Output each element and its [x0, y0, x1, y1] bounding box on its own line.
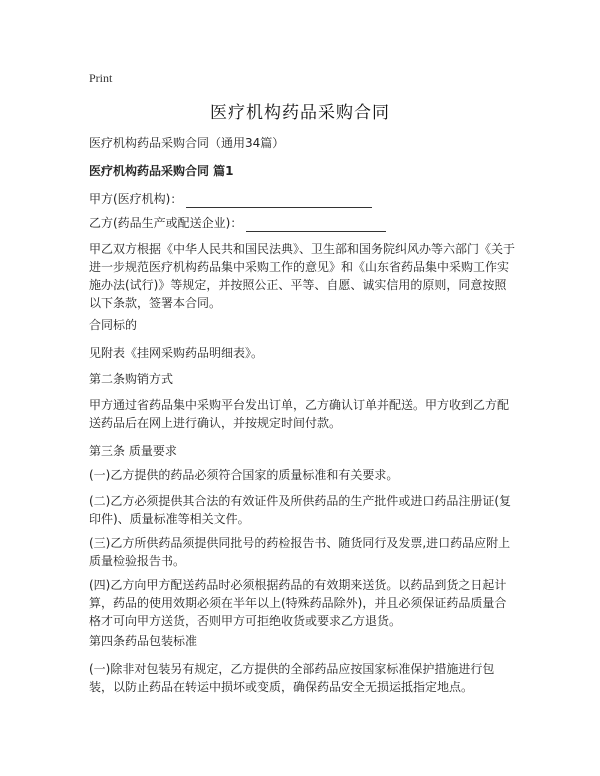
contract-subject-heading: 合同标的: [89, 318, 138, 332]
article2-heading: 第二条购销方式: [89, 372, 174, 386]
page-title: 医疗机构药品采购合同: [210, 103, 390, 123]
print-label: Print: [89, 71, 113, 85]
party-a-label: 甲方(医疗机构)：: [89, 192, 183, 206]
party-b-blank-line: [246, 217, 386, 232]
contract-subject-text: 见附表《挂网采购药品明细表》。: [89, 346, 264, 360]
party-b-field: [89, 214, 517, 232]
article3-item2: (二)乙方必须提供其合法的有效证件及所供药品的生产批件或进口药品注册证(复印件)、质量标准等相关文件。: [89, 494, 512, 526]
article3-item1: (一)乙方提供的药品必须符合国家的质量标准和有关要求。: [89, 468, 399, 482]
section-heading: 医疗机构药品采购合同 篇1: [89, 164, 234, 178]
article3-heading: 第三条 质量要求: [89, 444, 177, 458]
document-subtitle: 医疗机构药品采购合同（通用34篇）: [89, 136, 285, 150]
article4-heading: 第四条药品包装标准: [89, 634, 198, 648]
party-a-field: [89, 190, 517, 208]
intro-paragraph: 甲乙双方根据《中华人民共和国民法典》、卫生部和国务院纠风办等六部门《关于进一步规范医疗机构药品集中采购工作的意见》和《山东省药品集中采购工作实施办法(试行)》等规定，并按照公正、平等、自愿、诚实信用的原则，同意按照以下条款，签署本合同。: [89, 242, 516, 310]
party-b-label: 乙方(药品生产或配送企业)：: [89, 216, 243, 230]
article3-item4: (四)乙方向甲方配送药品时必须根据药品的有效期来送货。以药品到货之日起计算，药品的使用效期必须在半年以上(特殊药品除外)，并且必须保证药品质量合格才可向甲方送货，否则甲方可拒绝收货或要求乙方退货。: [89, 578, 507, 628]
party-a-blank-line: [186, 193, 372, 208]
article3-item3: (三)乙方所供药品须提供同批号的药检报告书、随货同行及发票,进口药品应附上质量检验报告书。: [89, 536, 511, 568]
article4-item1: (一)除非对包装另有规定，乙方提供的全部药品应按国家标准保护措施进行包装，以防止药品在转运中损坏或变质，确保药品安全无损运抵指定地点。: [89, 662, 495, 694]
article2-text: 甲方通过省药品集中采购平台发出订单，乙方确认订单并配送。甲方收到乙方配送药品后在网上进行确认，并按规定时间付款。: [89, 398, 510, 430]
